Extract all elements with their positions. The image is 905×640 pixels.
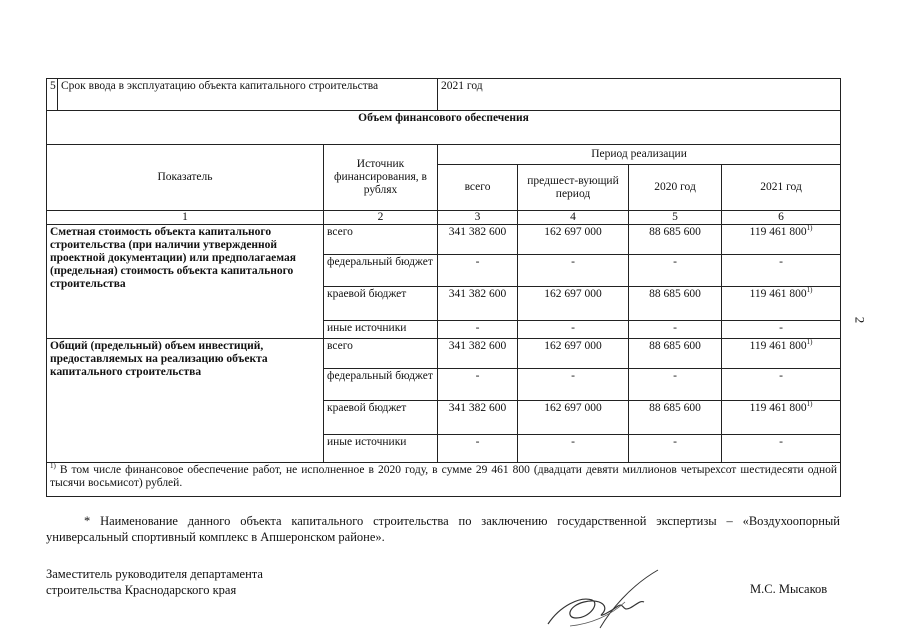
y2021-cell	[722, 287, 841, 321]
source-cell: краевой бюджет	[324, 401, 438, 435]
y2020-cell: 88 685 600	[629, 225, 722, 255]
footnote-ref: 1)	[806, 400, 813, 409]
prev-cell: -	[518, 435, 629, 463]
column-number-row	[47, 211, 841, 225]
y2021-cell	[722, 401, 841, 435]
header-row-1	[47, 145, 841, 165]
section-title-row	[47, 111, 841, 145]
prev-cell: -	[518, 255, 629, 287]
col-num-4: 4	[518, 211, 629, 225]
prev-cell: -	[518, 369, 629, 401]
table-row	[47, 339, 841, 369]
col-num-2: 2	[324, 211, 438, 225]
commissioning-label: Срок ввода в эксплуатацию объекта капитального строительства	[58, 79, 438, 111]
col-num-3: 3	[438, 211, 518, 225]
y2021-cell: -	[722, 369, 841, 401]
col-num-6: 6	[722, 211, 841, 225]
block-title: Сметная стоимость объекта капитального строительства (при наличии утвержденной проектной документации) или предполагаемая (предельная) стоимость объекта капитального строительства	[47, 225, 324, 339]
value: 119 461 800	[749, 340, 807, 352]
header-prev: предшест-вующий период	[518, 165, 629, 211]
footnote	[47, 463, 841, 497]
section-title: Объем финансового обеспечения	[47, 111, 841, 145]
prev-cell: 162 697 000	[518, 339, 629, 369]
total-cell: -	[438, 255, 518, 287]
source-cell: иные источники	[324, 435, 438, 463]
header-period: Период реализации	[438, 145, 841, 165]
footnote-row	[47, 463, 841, 497]
col-num-5: 5	[629, 211, 722, 225]
position-line-2: строительства Краснодарского края	[46, 583, 237, 597]
prev-cell: -	[518, 321, 629, 339]
y2021-cell: -	[722, 321, 841, 339]
header-2021: 2021 год	[722, 165, 841, 211]
y2020-cell: -	[629, 369, 722, 401]
source-cell: всего	[324, 225, 438, 255]
total-cell: -	[438, 321, 518, 339]
signatory-name: М.С. Мысаков	[750, 582, 828, 596]
value: 119 461 800	[749, 226, 807, 238]
source-cell: всего	[324, 339, 438, 369]
signatory-position	[46, 566, 263, 598]
position-line-1: Заместитель руководителя департамента	[46, 567, 263, 581]
value: 119 461 800	[749, 402, 807, 414]
footnote-ref: 1)	[806, 224, 813, 233]
block-title: Общий (предельный) объем инвестиций, предоставляемых на реализацию объекта капитального строительства	[47, 339, 324, 463]
y2020-cell: -	[629, 321, 722, 339]
value: 119 461 800	[749, 288, 807, 300]
y2021-cell	[722, 339, 841, 369]
header-source: Источник финансирования, в рублях	[324, 145, 438, 211]
expertise-note	[46, 513, 840, 545]
table-row	[47, 225, 841, 255]
y2020-cell: -	[629, 435, 722, 463]
footnote-mark: 1)	[50, 462, 56, 471]
header-indicator: Показатель	[47, 145, 324, 211]
source-cell: иные источники	[324, 321, 438, 339]
prev-cell: 162 697 000	[518, 225, 629, 255]
col-num-1: 1	[47, 211, 324, 225]
prev-cell: 162 697 000	[518, 401, 629, 435]
footnote-text: В том числе финансовое обеспечение работ, не исполненное в 2020 году, в сумме 29 461 800 (двадцати девяти миллионов четырехсот шестидесяти одной тысячи восьмисот) рублей.	[50, 464, 838, 489]
handwritten-signature	[540, 566, 690, 636]
y2021-cell: -	[722, 435, 841, 463]
total-cell: 341 382 600	[438, 401, 518, 435]
prev-cell: 162 697 000	[518, 287, 629, 321]
footnote-ref: 1)	[806, 286, 813, 295]
y2021-cell	[722, 225, 841, 255]
y2021-cell: -	[722, 255, 841, 287]
source-cell: федеральный бюджет	[324, 369, 438, 401]
page-number: 2	[852, 316, 868, 324]
y2020-cell: 88 685 600	[629, 401, 722, 435]
table-row-5	[47, 79, 841, 111]
total-cell: 341 382 600	[438, 225, 518, 255]
footnote-ref: 1)	[806, 338, 813, 347]
source-cell: федеральный бюджет	[324, 255, 438, 287]
total-cell: 341 382 600	[438, 287, 518, 321]
total-cell: -	[438, 435, 518, 463]
row-number: 5	[47, 79, 58, 111]
note-text: * Наименование данного объекта капитального строительства по заключению государственной экспертизы – «Воздухоопорный универсальный спортивный комплекс в Апшеронском районе».	[46, 514, 840, 544]
commissioning-value: 2021 год	[438, 79, 841, 111]
header-2020: 2020 год	[629, 165, 722, 211]
header-total: всего	[438, 165, 518, 211]
source-cell: краевой бюджет	[324, 287, 438, 321]
total-cell: -	[438, 369, 518, 401]
y2020-cell: -	[629, 255, 722, 287]
y2020-cell: 88 685 600	[629, 287, 722, 321]
financing-table	[46, 78, 841, 497]
y2020-cell: 88 685 600	[629, 339, 722, 369]
total-cell: 341 382 600	[438, 339, 518, 369]
